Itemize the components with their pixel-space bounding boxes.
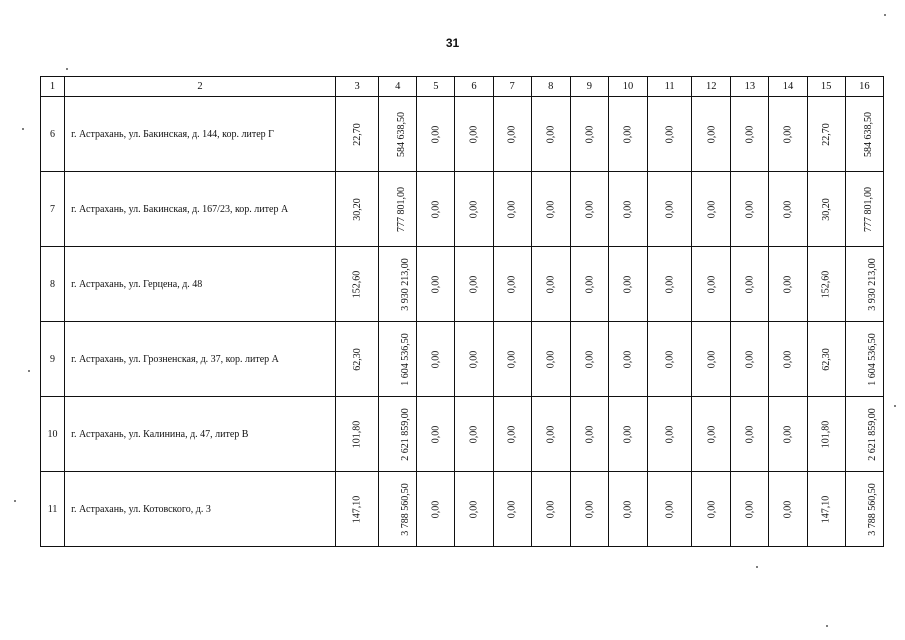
scan-speck <box>28 370 30 372</box>
amount-cell-text: 1 604 536,50 <box>399 332 411 386</box>
column-header: 11 <box>648 77 692 97</box>
zero-value-cell <box>455 172 493 247</box>
zero-value-cell <box>692 322 731 397</box>
zero-value-cell <box>692 472 731 547</box>
zero-value-cell <box>769 472 807 547</box>
zero-value-cell <box>648 247 692 322</box>
zero-value-cell <box>493 397 531 472</box>
zero-value-cell <box>493 97 531 172</box>
zero-value-cell <box>769 322 807 397</box>
table-row <box>41 172 884 247</box>
area-total-cell-text: 22,70 <box>820 122 832 146</box>
column-header: 12 <box>692 77 731 97</box>
row-number-cell: 10 <box>41 397 65 472</box>
amount-cell <box>379 247 417 322</box>
zero-value-cell <box>608 322 647 397</box>
amount-cell <box>379 472 417 547</box>
zero-value-cell-text: 0,00 <box>583 500 595 518</box>
area-cell-text: 147,10 <box>351 495 363 523</box>
amount-cell <box>379 97 417 172</box>
zero-value-cell <box>731 472 769 547</box>
column-header: 9 <box>570 77 608 97</box>
zero-value-cell <box>648 97 692 172</box>
area-cell-text: 30,20 <box>351 197 363 221</box>
zero-value-cell <box>455 247 493 322</box>
zero-value-cell-text: 0,00 <box>782 500 794 518</box>
zero-value-cell <box>570 247 608 322</box>
zero-value-cell <box>570 172 608 247</box>
scan-speck <box>756 566 758 568</box>
amount-cell <box>379 397 417 472</box>
zero-value-cell-text: 0,00 <box>583 275 595 293</box>
amount-cell-text: 3 930 213,00 <box>399 257 411 311</box>
zero-value-cell <box>417 97 455 172</box>
zero-value-cell <box>769 172 807 247</box>
zero-value-cell <box>608 472 647 547</box>
column-number-row <box>41 77 884 97</box>
zero-value-cell-text: 0,00 <box>705 125 717 143</box>
zero-value-cell <box>417 322 455 397</box>
address-cell: г. Астрахань, ул. Бакинская, д. 144, кор. литер Г <box>65 97 336 172</box>
area-cell-text: 22,70 <box>351 122 363 146</box>
zero-value-cell-text: 0,00 <box>430 125 442 143</box>
zero-value-cell-text: 0,00 <box>705 425 717 443</box>
zero-value-cell-text: 0,00 <box>583 200 595 218</box>
zero-value-cell-text: 0,00 <box>506 350 518 368</box>
zero-value-cell <box>731 247 769 322</box>
area-cell <box>336 322 379 397</box>
area-total-cell <box>807 172 845 247</box>
amount-total-cell <box>845 397 883 472</box>
amount-total-cell <box>845 97 883 172</box>
column-header: 3 <box>336 77 379 97</box>
area-total-cell <box>807 97 845 172</box>
table-row <box>41 97 884 172</box>
zero-value-cell <box>531 172 570 247</box>
zero-value-cell <box>648 472 692 547</box>
column-header: 16 <box>845 77 883 97</box>
zero-value-cell <box>731 397 769 472</box>
zero-value-cell <box>608 397 647 472</box>
zero-value-cell <box>455 322 493 397</box>
zero-value-cell-text: 0,00 <box>545 125 557 143</box>
amount-cell-text: 3 788 560,50 <box>399 482 411 536</box>
address-cell: г. Астрахань, ул. Грозненская, д. 37, кор. литер А <box>65 322 336 397</box>
zero-value-cell-text: 0,00 <box>664 275 676 293</box>
zero-value-cell <box>769 397 807 472</box>
zero-value-cell-text: 0,00 <box>468 350 480 368</box>
zero-value-cell-text: 0,00 <box>622 425 634 443</box>
table-row <box>41 322 884 397</box>
zero-value-cell-text: 0,00 <box>744 200 756 218</box>
zero-value-cell-text: 0,00 <box>545 200 557 218</box>
area-cell <box>336 172 379 247</box>
zero-value-cell-text: 0,00 <box>430 275 442 293</box>
zero-value-cell-text: 0,00 <box>430 425 442 443</box>
zero-value-cell-text: 0,00 <box>506 425 518 443</box>
zero-value-cell <box>608 172 647 247</box>
scan-speck <box>66 68 68 70</box>
zero-value-cell-text: 0,00 <box>468 125 480 143</box>
zero-value-cell <box>531 397 570 472</box>
zero-value-cell-text: 0,00 <box>545 275 557 293</box>
page-number: 31 <box>445 36 460 50</box>
amount-total-cell <box>845 247 883 322</box>
row-number-cell: 8 <box>41 247 65 322</box>
zero-value-cell <box>648 172 692 247</box>
zero-value-cell <box>531 247 570 322</box>
zero-value-cell-text: 0,00 <box>705 200 717 218</box>
amount-total-cell-text: 777 801,00 <box>862 186 874 232</box>
scan-speck <box>884 14 886 16</box>
zero-value-cell-text: 0,00 <box>622 275 634 293</box>
area-total-cell-text: 101,80 <box>820 420 832 448</box>
zero-value-cell-text: 0,00 <box>506 125 518 143</box>
zero-value-cell-text: 0,00 <box>622 125 634 143</box>
column-header: 14 <box>769 77 807 97</box>
zero-value-cell-text: 0,00 <box>506 200 518 218</box>
zero-value-cell-text: 0,00 <box>468 200 480 218</box>
zero-value-cell <box>531 322 570 397</box>
amount-total-cell <box>845 172 883 247</box>
zero-value-cell <box>692 247 731 322</box>
zero-value-cell-text: 0,00 <box>468 275 480 293</box>
register-table <box>40 76 884 547</box>
amount-cell-text: 777 801,00 <box>396 186 408 232</box>
zero-value-cell <box>731 97 769 172</box>
zero-value-cell <box>455 97 493 172</box>
zero-value-cell-text: 0,00 <box>583 350 595 368</box>
zero-value-cell-text: 0,00 <box>468 425 480 443</box>
zero-value-cell-text: 0,00 <box>430 500 442 518</box>
amount-cell-text: 584 638,50 <box>396 111 408 157</box>
zero-value-cell-text: 0,00 <box>705 350 717 368</box>
zero-value-cell-text: 0,00 <box>744 350 756 368</box>
zero-value-cell-text: 0,00 <box>430 350 442 368</box>
zero-value-cell <box>417 397 455 472</box>
row-number-cell: 7 <box>41 172 65 247</box>
area-cell <box>336 472 379 547</box>
zero-value-cell <box>493 322 531 397</box>
column-header: 4 <box>379 77 417 97</box>
column-header: 1 <box>41 77 65 97</box>
zero-value-cell <box>608 97 647 172</box>
zero-value-cell-text: 0,00 <box>705 275 717 293</box>
zero-value-cell-text: 0,00 <box>744 275 756 293</box>
table-row <box>41 472 884 547</box>
zero-value-cell-text: 0,00 <box>782 275 794 293</box>
zero-value-cell-text: 0,00 <box>664 200 676 218</box>
zero-value-cell <box>531 97 570 172</box>
area-cell-text: 101,80 <box>351 420 363 448</box>
zero-value-cell <box>570 472 608 547</box>
zero-value-cell-text: 0,00 <box>506 275 518 293</box>
area-cell <box>336 97 379 172</box>
zero-value-cell-text: 0,00 <box>545 425 557 443</box>
column-header: 8 <box>531 77 570 97</box>
amount-total-cell-text: 3 930 213,00 <box>866 257 878 311</box>
area-total-cell-text: 147,10 <box>820 495 832 523</box>
amount-total-cell-text: 2 621 859,00 <box>866 407 878 461</box>
address-cell: г. Астрахань, ул. Калинина, д. 47, литер В <box>65 397 336 472</box>
area-total-cell-text: 62,30 <box>820 347 832 371</box>
zero-value-cell <box>417 472 455 547</box>
zero-value-cell-text: 0,00 <box>506 500 518 518</box>
area-total-cell <box>807 247 845 322</box>
zero-value-cell-text: 0,00 <box>583 425 595 443</box>
zero-value-cell <box>417 247 455 322</box>
zero-value-cell-text: 0,00 <box>782 125 794 143</box>
area-total-cell-text: 30,20 <box>820 197 832 221</box>
amount-total-cell-text: 3 788 560,50 <box>866 482 878 536</box>
zero-value-cell-text: 0,00 <box>664 500 676 518</box>
zero-value-cell-text: 0,00 <box>622 200 634 218</box>
zero-value-cell-text: 0,00 <box>583 125 595 143</box>
column-header: 5 <box>417 77 455 97</box>
zero-value-cell-text: 0,00 <box>782 350 794 368</box>
zero-value-cell <box>417 172 455 247</box>
amount-cell <box>379 322 417 397</box>
area-cell-text: 62,30 <box>351 347 363 371</box>
zero-value-cell-text: 0,00 <box>545 350 557 368</box>
register-body <box>41 97 884 547</box>
zero-value-cell <box>648 397 692 472</box>
zero-value-cell <box>493 247 531 322</box>
zero-value-cell <box>570 322 608 397</box>
zero-value-cell <box>769 97 807 172</box>
zero-value-cell <box>455 472 493 547</box>
scan-speck <box>22 128 24 130</box>
column-header: 13 <box>731 77 769 97</box>
zero-value-cell-text: 0,00 <box>468 500 480 518</box>
row-number-cell: 9 <box>41 322 65 397</box>
row-number-cell: 6 <box>41 97 65 172</box>
zero-value-cell-text: 0,00 <box>782 425 794 443</box>
zero-value-cell <box>531 472 570 547</box>
zero-value-cell <box>570 397 608 472</box>
zero-value-cell <box>769 247 807 322</box>
zero-value-cell <box>731 172 769 247</box>
area-cell <box>336 397 379 472</box>
zero-value-cell-text: 0,00 <box>705 500 717 518</box>
zero-value-cell <box>692 172 731 247</box>
column-header: 7 <box>493 77 531 97</box>
scan-speck <box>14 500 16 502</box>
zero-value-cell-text: 0,00 <box>430 200 442 218</box>
zero-value-cell-text: 0,00 <box>622 500 634 518</box>
zero-value-cell-text: 0,00 <box>664 425 676 443</box>
zero-value-cell <box>493 472 531 547</box>
area-total-cell <box>807 472 845 547</box>
amount-total-cell-text: 1 604 536,50 <box>866 332 878 386</box>
column-header: 15 <box>807 77 845 97</box>
table-row <box>41 247 884 322</box>
zero-value-cell-text: 0,00 <box>664 125 676 143</box>
area-total-cell <box>807 397 845 472</box>
area-cell-text: 152,60 <box>351 270 363 298</box>
column-header: 2 <box>65 77 336 97</box>
row-number-cell: 11 <box>41 472 65 547</box>
zero-value-cell-text: 0,00 <box>545 500 557 518</box>
amount-total-cell <box>845 472 883 547</box>
zero-value-cell <box>648 322 692 397</box>
amount-total-cell <box>845 322 883 397</box>
amount-total-cell-text: 584 638,50 <box>862 111 874 157</box>
address-cell: г. Астрахань, ул. Котовского, д. 3 <box>65 472 336 547</box>
address-cell: г. Астрахань, ул. Бакинская, д. 167/23, кор. литер А <box>65 172 336 247</box>
table-row <box>41 397 884 472</box>
amount-cell-text: 2 621 859,00 <box>399 407 411 461</box>
zero-value-cell-text: 0,00 <box>744 125 756 143</box>
scan-speck <box>826 625 828 627</box>
area-total-cell-text: 152,60 <box>820 270 832 298</box>
area-total-cell <box>807 322 845 397</box>
zero-value-cell <box>455 397 493 472</box>
zero-value-cell <box>608 247 647 322</box>
address-cell: г. Астрахань, ул. Герцена, д. 48 <box>65 247 336 322</box>
zero-value-cell <box>570 97 608 172</box>
zero-value-cell-text: 0,00 <box>622 350 634 368</box>
column-header: 10 <box>608 77 647 97</box>
zero-value-cell-text: 0,00 <box>782 200 794 218</box>
amount-cell <box>379 172 417 247</box>
zero-value-cell <box>692 397 731 472</box>
zero-value-cell-text: 0,00 <box>664 350 676 368</box>
zero-value-cell-text: 0,00 <box>744 425 756 443</box>
area-cell <box>336 247 379 322</box>
zero-value-cell <box>493 172 531 247</box>
column-header: 6 <box>455 77 493 97</box>
scan-speck <box>894 405 896 407</box>
zero-value-cell-text: 0,00 <box>744 500 756 518</box>
zero-value-cell <box>692 97 731 172</box>
zero-value-cell <box>731 322 769 397</box>
